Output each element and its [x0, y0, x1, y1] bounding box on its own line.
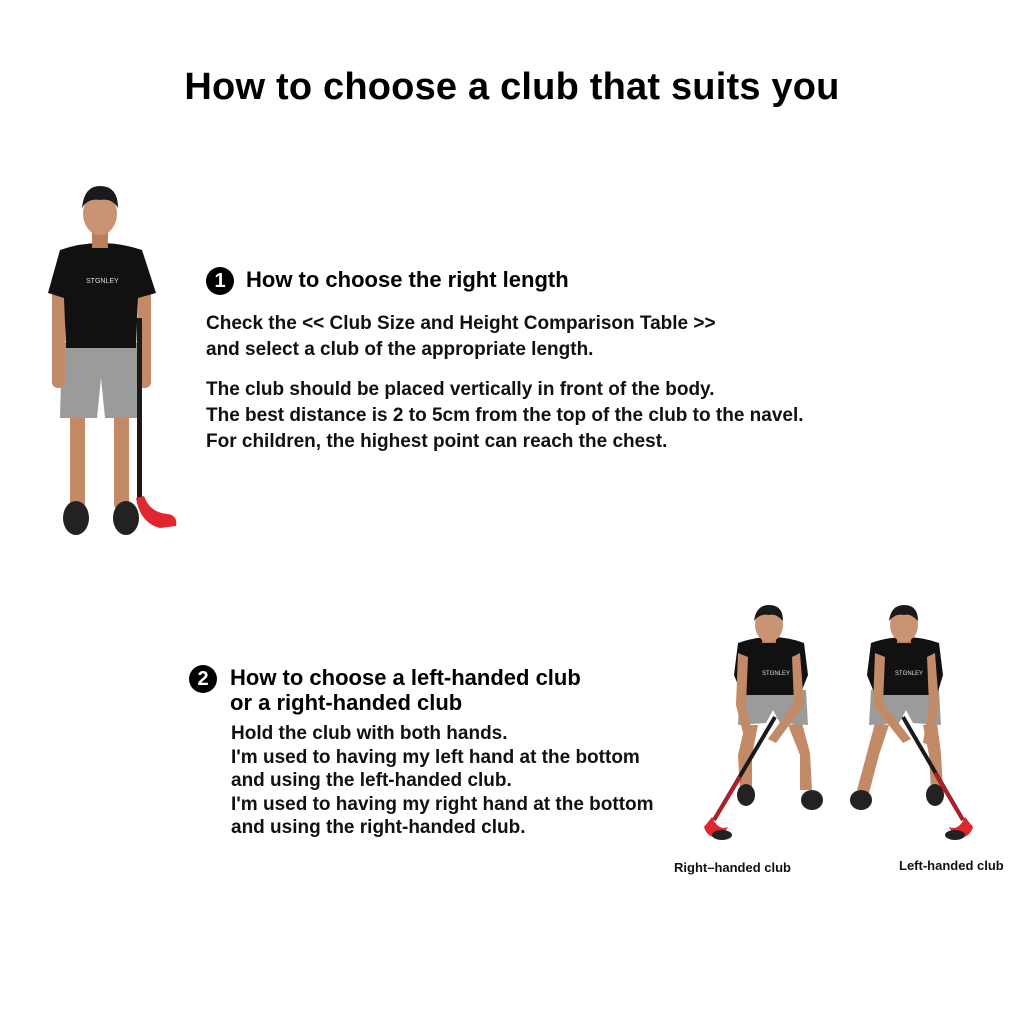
- paragraph-line: The club should be placed vertically in front of the body.: [206, 379, 715, 400]
- standing-player-illustration: [40, 178, 190, 543]
- paragraph-line: and using the right-handed club.: [231, 817, 526, 838]
- paragraph-line: and select a club of the appropriate length.: [206, 339, 594, 360]
- left-handed-player-illustration: [845, 605, 980, 850]
- caption-right-handed: Right–handed club: [674, 860, 791, 875]
- paragraph-line: Check the << Club Size and Height Comparison Table >>: [206, 313, 716, 334]
- paragraph-line: For children, the highest point can reach the chest.: [206, 431, 668, 452]
- section1-title: How to choose the right length: [246, 267, 569, 292]
- section1-paragraph-2: [206, 377, 804, 455]
- section1-heading: [206, 267, 569, 295]
- step-1-badge: 1: [206, 267, 234, 295]
- shirt-logo-text: STGNLEY: [762, 671, 791, 677]
- step-2-badge: 2: [189, 665, 217, 693]
- caption-left-handed: Left-handed club: [899, 858, 1004, 873]
- shirt-logo-text: STGNLEY: [86, 278, 119, 285]
- paragraph-line: and using the left-handed club.: [231, 770, 512, 791]
- page-title: How to choose a club that suits you: [184, 66, 840, 108]
- right-handed-player-illustration: [700, 605, 835, 850]
- section2-title-line2: or a right-handed club: [230, 690, 463, 715]
- paragraph-line: The best distance is 2 to 5cm from the top of the club to the navel.: [206, 405, 804, 426]
- paragraph-line: I'm used to having my left hand at the bottom: [231, 746, 640, 768]
- paragraph-line: I'm used to having my right hand at the bottom: [231, 793, 654, 815]
- section1-paragraph-1: [206, 311, 716, 363]
- shirt-logo-text: STGNLEY: [895, 671, 924, 677]
- paragraph-line: Hold the club with both hands.: [231, 723, 508, 744]
- section2-body: [231, 722, 654, 840]
- section2-heading: [189, 665, 581, 715]
- section2-title-line1: How to choose a left-handed club: [230, 665, 581, 690]
